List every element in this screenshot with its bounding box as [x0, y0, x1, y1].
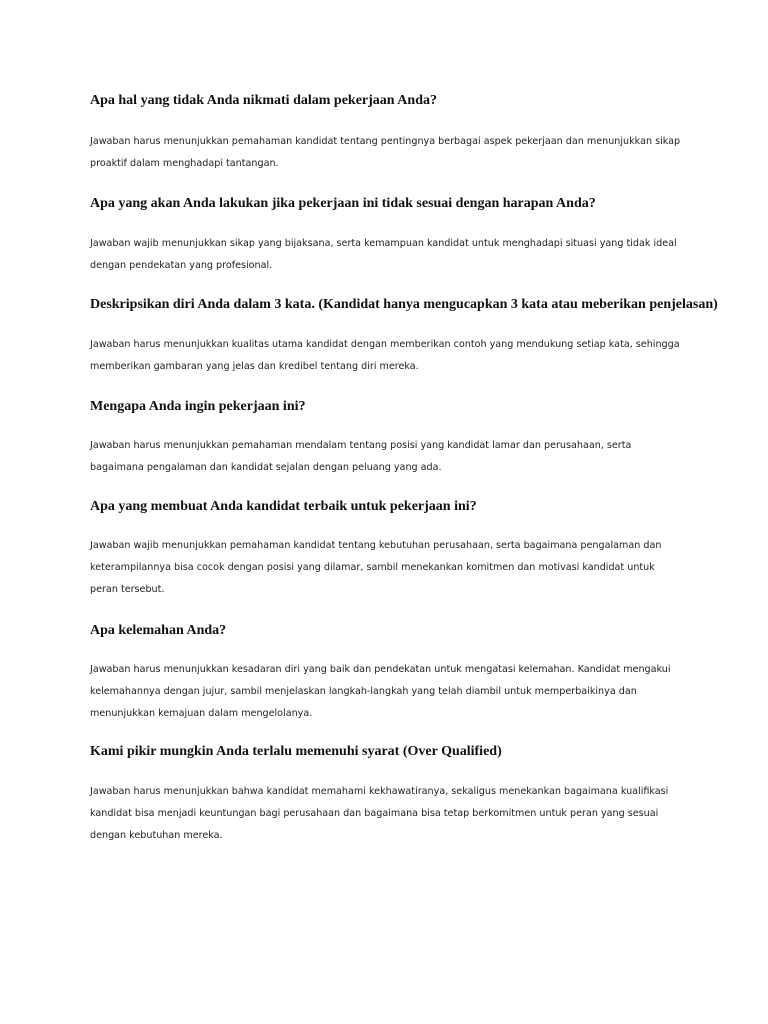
answer-paragraph: Jawaban harus menunjukkan pemahaman mendalam tentang posisi yang kandidat lamar dan perusahaan, serta bagaimana pengalaman dan kandidat sejalan dengan peluang yang ada. — [90, 440, 632, 473]
question-heading: Deskripsikan diri Anda dalam 3 kata. (Kandidat hanya mengucapkan 3 kata atau meberikan penjelasan) — [90, 297, 718, 312]
answer-paragraph: Jawaban wajib menunjukkan sikap yang bijaksana, serta kemampuan kandidat untuk menghadapi situasi yang tidak ideal dengan pendekatan yang profesional. — [90, 238, 677, 271]
question-heading: Apa hal yang tidak Anda nikmati dalam pekerjaan Anda? — [90, 93, 437, 108]
question-heading: Mengapa Anda ingin pekerjaan ini? — [90, 399, 306, 414]
answer-paragraph: Jawaban harus menunjukkan kualitas utama kandidat dengan memberikan contoh yang mendukung setiap kata, sehingga memberikan gambaran yang jelas dan kredibel tentang diri mereka. — [90, 339, 680, 372]
answer-paragraph: Jawaban harus menunjukkan bahwa kandidat memahami kekhawatiranya, sekaligus menekankan bagaimana kualifikasi kandidat bisa menjadi keuntungan bagi perusahaan dan bagaimana bisa tetap berkomitmen untuk peran yang sesuai dengan kebutuhan mereka. — [90, 786, 669, 841]
answer-paragraph: Jawaban wajib menunjukkan pemahaman kandidat tentang kebutuhan perusahaan, serta bagaimana pengalaman dan keterampilannya bisa cocok dengan posisi yang dilamar, sambil menekankan komitmen dan motivasi kandidat untuk peran tersebut. — [90, 540, 662, 595]
question-heading: Apa yang akan Anda lakukan jika pekerjaan ini tidak sesuai dengan harapan Anda? — [90, 196, 596, 211]
answer-paragraph: Jawaban harus menunjukkan pemahaman kandidat tentang pentingnya berbagai aspek pekerjaan dan menunjukkan sikap proaktif dalam menghadapi tantangan. — [90, 136, 681, 169]
question-heading: Kami pikir mungkin Anda terlalu memenuhi syarat (Over Qualified) — [90, 744, 502, 759]
question-heading: Apa yang membuat Anda kandidat terbaik untuk pekerjaan ini? — [90, 499, 477, 514]
answer-paragraph: Jawaban harus menunjukkan kesadaran diri yang baik dan pendekatan untuk mengatasi kelemahan. Kandidat mengakui kelemahannya dengan jujur, sambil menjelaskan langkah-langkah yang telah diambil untuk memperbaikinya dan menunjukkan kemajuan dalam mengelolanya. — [90, 664, 671, 719]
question-heading: Apa kelemahan Anda? — [90, 623, 227, 638]
